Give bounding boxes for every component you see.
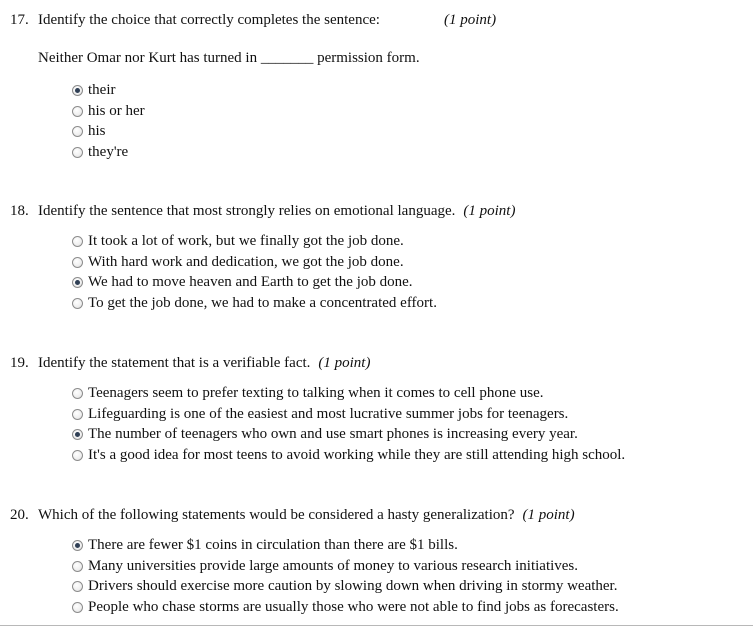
option-label: their xyxy=(88,82,116,98)
bottom-divider xyxy=(0,625,753,626)
question-points: (1 point) xyxy=(463,203,516,219)
option-label: Drivers should exercise more caution by slowing down when driving in stormy weather. xyxy=(88,578,618,595)
radio-icon[interactable] xyxy=(72,106,83,117)
question-number: 17. xyxy=(10,12,29,28)
question-17-header xyxy=(10,12,380,29)
radio-icon[interactable] xyxy=(72,298,83,309)
question-number: 19. xyxy=(10,355,29,371)
question-number: 20. xyxy=(10,507,29,523)
question-points: (1 point) xyxy=(444,12,497,28)
option-label: Teenagers seem to prefer texting to talking when it comes to cell phone use. xyxy=(88,385,544,401)
question-number: 18. xyxy=(10,203,29,219)
question-text: Which of the following statements would be considered a hasty generalization? xyxy=(38,507,515,523)
question-points: (1 point) xyxy=(318,355,371,371)
answer-option[interactable] xyxy=(72,576,619,597)
option-label: It's a good idea for most teens to avoid working while they are still attending high school. xyxy=(88,447,626,464)
question-text: Identify the sentence that most strongly relies on emotional language. xyxy=(38,203,456,219)
radio-icon[interactable] xyxy=(72,450,83,461)
radio-icon[interactable] xyxy=(72,126,83,137)
radio-selected-icon[interactable] xyxy=(72,540,83,551)
answer-options xyxy=(72,80,145,163)
answer-option[interactable] xyxy=(72,383,625,404)
option-label: It took a lot of work, but we finally got the job done. xyxy=(88,233,404,249)
answer-option[interactable] xyxy=(72,445,625,466)
answer-option[interactable] xyxy=(72,231,437,252)
radio-selected-icon[interactable] xyxy=(72,277,83,288)
radio-icon[interactable] xyxy=(72,147,83,158)
answer-option[interactable] xyxy=(72,424,625,445)
option-label: his or her xyxy=(88,102,145,119)
answer-option[interactable] xyxy=(72,597,619,618)
answer-options xyxy=(72,383,625,466)
answer-option[interactable] xyxy=(72,404,625,425)
question-points: (1 point) xyxy=(522,507,575,523)
radio-icon[interactable] xyxy=(72,409,83,420)
option-label: There are fewer $1 coins in circulation than there are $1 bills. xyxy=(88,537,458,553)
radio-icon[interactable] xyxy=(72,388,83,399)
answer-option[interactable] xyxy=(72,293,437,314)
radio-icon[interactable] xyxy=(72,236,83,247)
option-label: To get the job done, we had to make a concentrated effort. xyxy=(88,295,437,312)
answer-options xyxy=(72,535,619,618)
radio-icon[interactable] xyxy=(72,602,83,613)
option-label: The number of teenagers who own and use smart phones is increasing every year. xyxy=(88,426,578,443)
answer-option[interactable] xyxy=(72,252,437,273)
answer-option[interactable] xyxy=(72,80,145,101)
answer-options xyxy=(72,231,437,314)
answer-option[interactable] xyxy=(72,121,145,142)
question-prompt: Neither Omar nor Kurt has turned in _______ permission form. xyxy=(38,50,420,66)
answer-option[interactable] xyxy=(72,142,145,163)
answer-option[interactable] xyxy=(72,272,437,293)
option-label: his xyxy=(88,123,106,140)
radio-selected-icon[interactable] xyxy=(72,85,83,96)
answer-option[interactable] xyxy=(72,556,619,577)
question-18-header xyxy=(10,203,515,220)
radio-selected-icon[interactable] xyxy=(72,429,83,440)
option-label: they're xyxy=(88,144,129,161)
question-19-header xyxy=(10,355,370,372)
option-label: People who chase storms are usually those who were not able to find jobs as forecasters. xyxy=(88,599,619,616)
answer-option[interactable] xyxy=(72,101,145,122)
option-label: We had to move heaven and Earth to get the job done. xyxy=(88,274,413,291)
option-label: Lifeguarding is one of the easiest and most lucrative summer jobs for teenagers. xyxy=(88,405,569,422)
question-20-header xyxy=(10,507,575,524)
radio-icon[interactable] xyxy=(72,257,83,268)
radio-icon[interactable] xyxy=(72,581,83,592)
option-label: With hard work and dedication, we got the job done. xyxy=(88,253,404,270)
option-label: Many universities provide large amounts of money to various research initiatives. xyxy=(88,557,579,574)
radio-icon[interactable] xyxy=(72,561,83,572)
answer-option[interactable] xyxy=(72,535,619,556)
question-text: Identify the choice that correctly completes the sentence: xyxy=(38,12,380,28)
question-text: Identify the statement that is a verifiable fact. xyxy=(38,355,311,371)
